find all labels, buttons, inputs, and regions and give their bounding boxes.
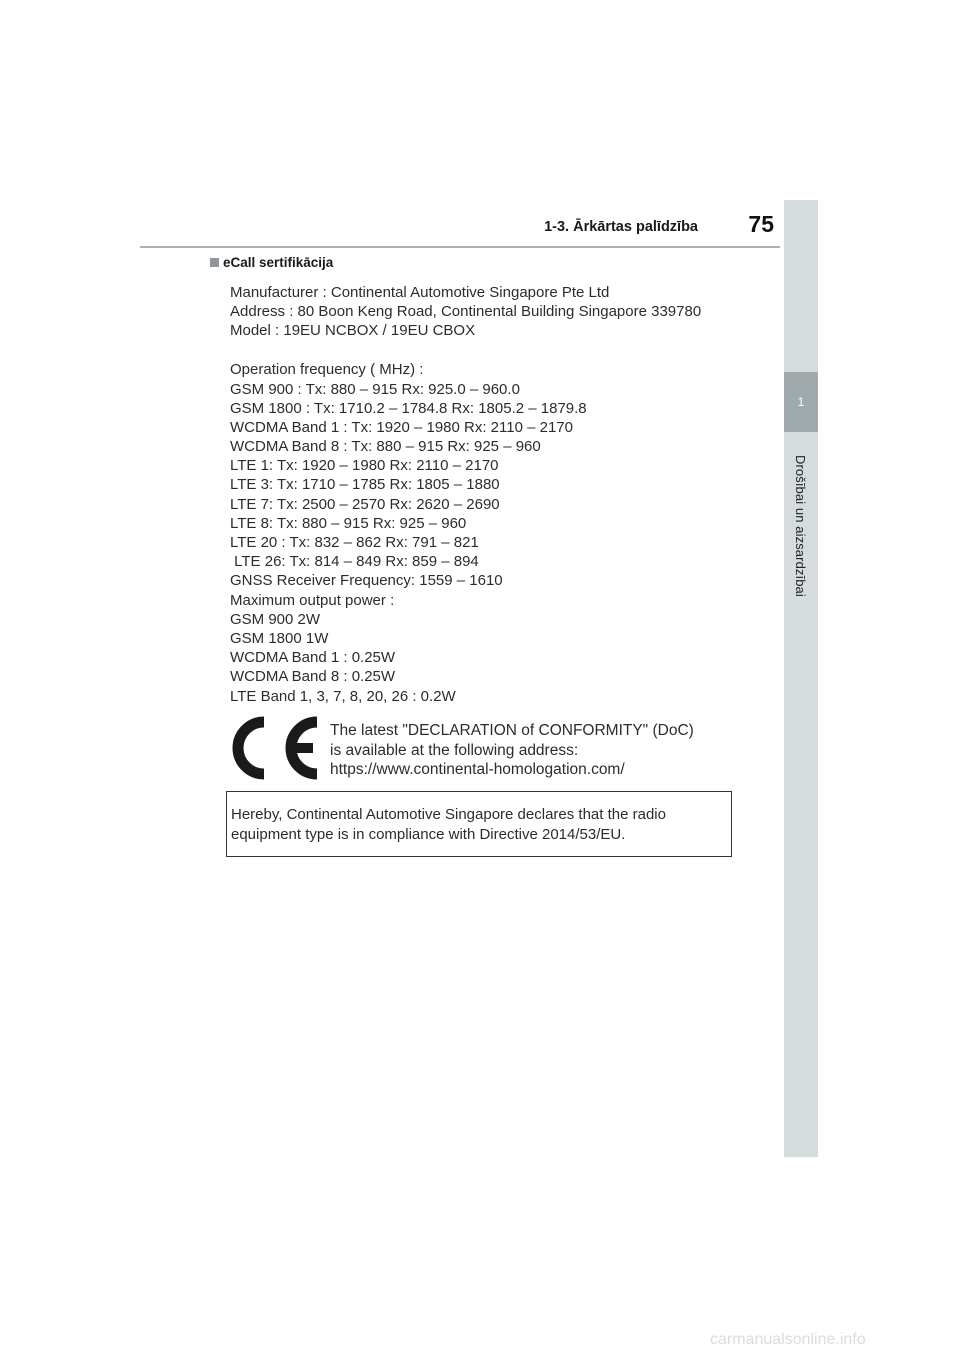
- spec-line: Operation frequency ( MHz) :: [230, 361, 424, 379]
- spec-line: WCDMA Band 1 : Tx: 1920 – 1980 Rx: 2110 – 2170: [230, 418, 573, 436]
- chapter-title: Drošībai un aizsardzībai: [793, 455, 808, 597]
- declaration-line: equipment type is in compliance with Directive 2014/53/EU.: [231, 826, 626, 843]
- chapter-side-tab: [784, 200, 818, 1157]
- ce-mark-icon: [226, 712, 322, 784]
- spec-line: WCDMA Band 8 : Tx: 880 – 915 Rx: 925 – 960: [230, 438, 541, 456]
- chapter-number-tab: 1: [784, 372, 818, 432]
- model-line: Model : 19EU NCBOX / 19EU CBOX: [230, 322, 476, 340]
- watermark: carmanualsonline.info: [710, 1331, 866, 1348]
- spec-line: LTE 8: Tx: 880 – 915 Rx: 925 – 960: [230, 514, 467, 532]
- declaration-box: [226, 791, 732, 857]
- spec-line: LTE 1: Tx: 1920 – 1980 Rx: 2110 – 2170: [230, 457, 499, 475]
- certificate-block: [230, 283, 730, 706]
- spec-line: WCDMA Band 8 : 0.25W: [230, 668, 396, 686]
- spec-line: GSM 1800 : Tx: 1710.2 – 1784.8 Rx: 1805.2 – 1879.8: [230, 399, 587, 417]
- page-number: 75: [748, 211, 774, 237]
- conformity-text: [330, 721, 694, 780]
- conformity-url[interactable]: https://www.continental-homologation.com/: [330, 761, 625, 778]
- conformity-line: The latest "DECLARATION of CONFORMITY" (DoC): [330, 722, 694, 739]
- declaration-line: Hereby, Continental Automotive Singapore declares that the radio: [231, 806, 666, 823]
- square-bullet-icon: [210, 258, 219, 267]
- spec-line: GNSS Receiver Frequency: 1559 – 1610: [230, 572, 503, 590]
- spec-line: GSM 900 2W: [230, 610, 321, 628]
- subheading-text: eCall sertifikācija: [223, 255, 334, 270]
- page-header: [140, 212, 780, 248]
- spec-line: LTE 7: Tx: 2500 – 2570 Rx: 2620 – 2690: [230, 495, 500, 513]
- spec-line: WCDMA Band 1 : 0.25W: [230, 649, 396, 667]
- manufacturer-line: Manufacturer : Continental Automotive Singapore Pte Ltd: [230, 284, 610, 301]
- spec-line: LTE 26: Tx: 814 – 849 Rx: 859 – 894: [230, 553, 479, 571]
- spec-line: Maximum output power :: [230, 591, 395, 609]
- spec-line: LTE 3: Tx: 1710 – 1785 Rx: 1805 – 1880: [230, 476, 500, 494]
- spec-line: LTE Band 1, 3, 7, 8, 20, 26 : 0.2W: [230, 687, 456, 705]
- address-line: Address : 80 Boon Keng Road, Continental Building Singapore 339780: [230, 303, 702, 321]
- section-subheading: [210, 255, 333, 270]
- section-title: 1-3. Ārkārtas palīdzība: [544, 219, 698, 235]
- spec-line: LTE 20 : Tx: 832 – 862 Rx: 791 – 821: [230, 534, 479, 552]
- conformity-row: [226, 712, 736, 784]
- spec-line: GSM 1800 1W: [230, 629, 329, 647]
- spec-line: GSM 900 : Tx: 880 – 915 Rx: 925.0 – 960.0: [230, 380, 520, 398]
- conformity-line: is available at the following address:: [330, 741, 579, 759]
